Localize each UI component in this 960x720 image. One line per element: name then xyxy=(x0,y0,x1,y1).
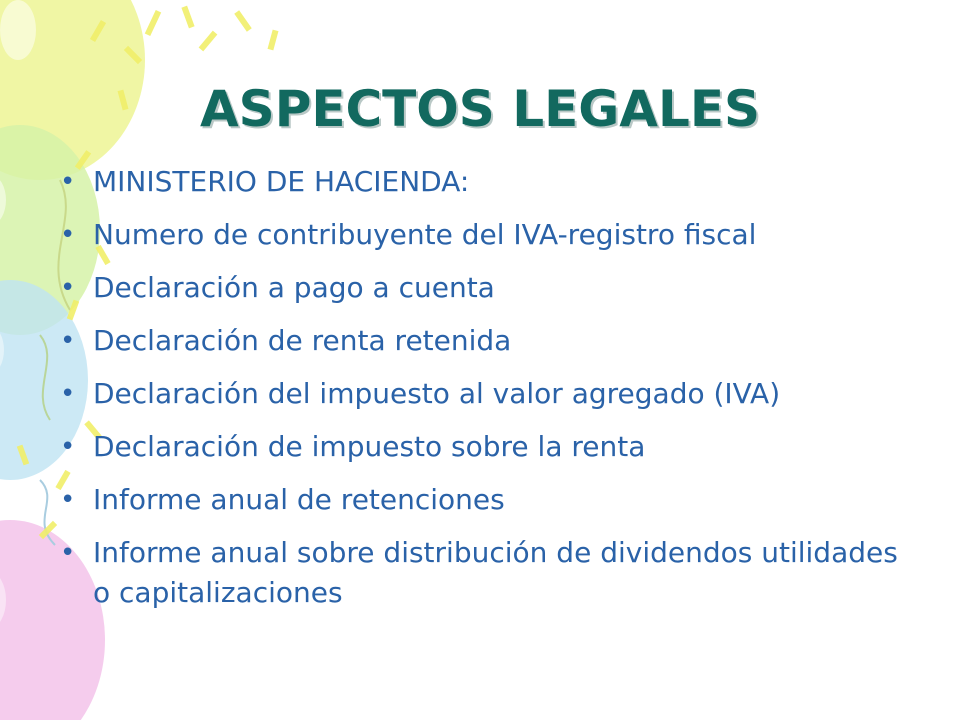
bullet-text: Declaración de impuesto sobre la renta xyxy=(93,430,646,463)
bullet-glyph: • xyxy=(60,220,76,250)
bullet-text: MINISTERIO DE HACIENDA: xyxy=(93,165,470,198)
bullet-glyph: • xyxy=(60,379,76,409)
bullet-text: Declaración de renta retenida xyxy=(93,324,512,357)
slide-title: ASPECTOS LEGALES xyxy=(199,80,760,138)
bullet-item xyxy=(56,162,916,202)
bullet-glyph: • xyxy=(60,538,76,568)
bullet-text: Numero de contribuyente del IVA-registro fiscal xyxy=(93,218,757,251)
bullet-list xyxy=(56,162,916,626)
bullet-text: Informe anual sobre distribución de dividendos utilidades o capitalizaciones xyxy=(93,536,898,609)
bullet-text: Declaración a pago a cuenta xyxy=(93,271,495,304)
bullet-glyph: • xyxy=(60,167,76,197)
bullet-item xyxy=(56,480,916,520)
bullet-item xyxy=(56,533,916,613)
bullet-glyph: • xyxy=(60,432,76,462)
bullet-glyph: • xyxy=(60,326,76,356)
bullet-item xyxy=(56,427,916,467)
bullet-glyph: • xyxy=(60,485,76,515)
bullet-item xyxy=(56,321,916,361)
bullet-text: Informe anual de retenciones xyxy=(93,483,505,516)
bullet-item xyxy=(56,268,916,308)
bullet-item xyxy=(56,215,916,255)
bullet-text: Declaración del impuesto al valor agregado (IVA) xyxy=(93,377,781,410)
bullet-item xyxy=(56,374,916,414)
bullet-glyph: • xyxy=(60,273,76,303)
